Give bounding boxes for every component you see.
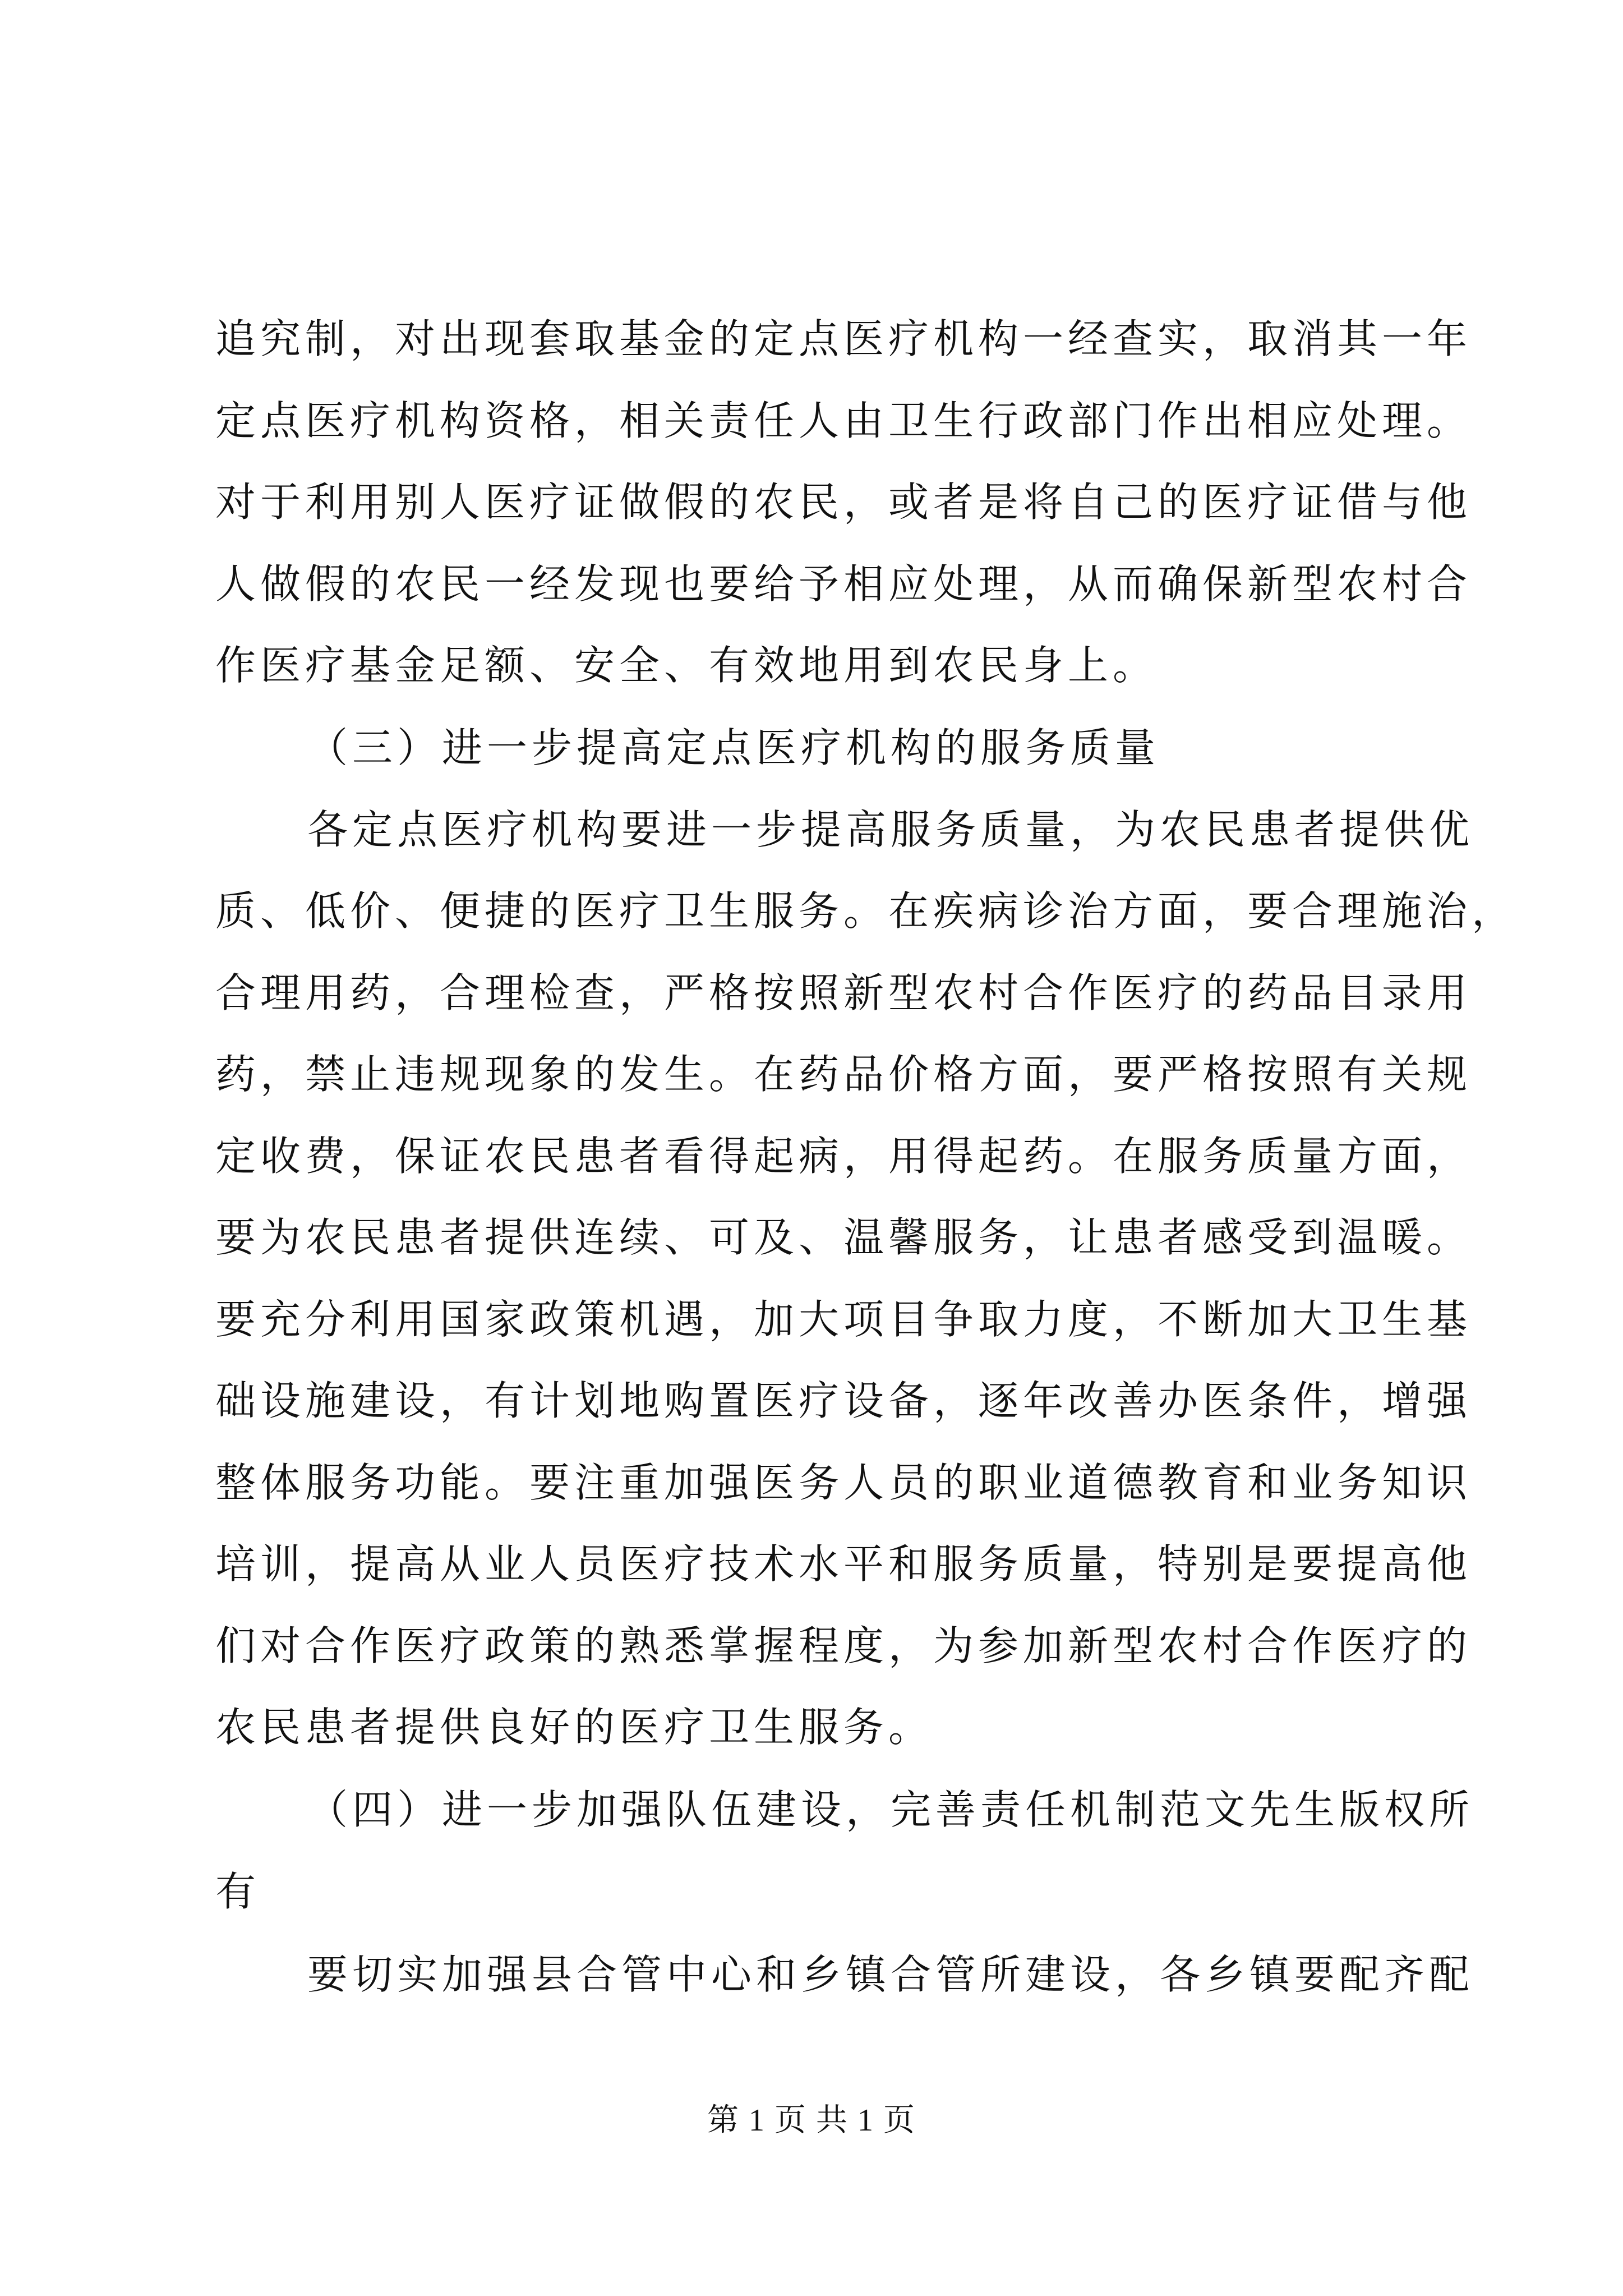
page-number-footer: 第 1 页 共 1 页	[707, 2103, 916, 2138]
body-text-line: 们对合作医疗政策的熟悉掌握程度，为参加新型农村合作医疗的	[215, 1622, 1472, 1669]
section-heading-4-continued: 有	[215, 1868, 261, 1915]
body-text-line: 作医疗基金足额、安全、有效地用到农民身上。	[215, 642, 1158, 689]
body-text-line: 整体服务功能。要注重加强医务人员的职业道德教育和业务知识	[215, 1459, 1472, 1506]
body-text-line: 培训，提高从业人员医疗技术水平和服务质量，特别是要提高他	[215, 1540, 1472, 1588]
body-text-line: 要充分利用国家政策机遇，加大项目争取力度，不断加大卫生基	[215, 1296, 1472, 1343]
body-text-line: 农民患者提供良好的医疗卫生服务。	[215, 1704, 934, 1751]
body-text-line: 要为农民患者提供连续、可及、温馨服务，让患者感受到温暖。	[215, 1214, 1472, 1261]
body-text-line: 质、低价、便捷的医疗卫生服务。在疾病诊治方面，要合理施治，	[215, 887, 1517, 935]
body-text-line: 要切实加强县合管中心和乡镇合管所建设，各乡镇要配齐配	[307, 1951, 1474, 1998]
body-text-line: 药，禁止违规现象的发生。在药品价格方面，要严格按照有关规	[215, 1051, 1472, 1098]
body-text-line: 定点医疗机构资格，相关责任人由卫生行政部门作出相应处理。	[215, 397, 1472, 444]
body-text-line: 追究制，对出现套取基金的定点医疗机构一经查实，取消其一年	[215, 315, 1472, 362]
body-text-line: 合理用药，合理检查，严格按照新型农村合作医疗的药品目录用	[215, 969, 1472, 1016]
body-text-line: 对于利用别人医疗证做假的农民，或者是将自己的医疗证借与他	[215, 478, 1472, 526]
body-text-line: 各定点医疗机构要进一步提高服务质量，为农民患者提供优	[307, 806, 1474, 853]
section-heading-4: （四）进一步加强队伍建设，完善责任机制范文先生版权所	[307, 1786, 1474, 1833]
section-heading-3: （三）进一步提高定点医疗机构的服务质量	[307, 724, 1160, 771]
body-text-line: 定收费，保证农民患者看得起病，用得起药。在服务质量方面，	[215, 1133, 1472, 1180]
body-text-line: 人做假的农民一经发现也要给予相应处理，从而确保新型农村合	[215, 560, 1472, 608]
body-text-line: 础设施建设，有计划地购置医疗设备，逐年改善办医条件，增强	[215, 1377, 1472, 1424]
